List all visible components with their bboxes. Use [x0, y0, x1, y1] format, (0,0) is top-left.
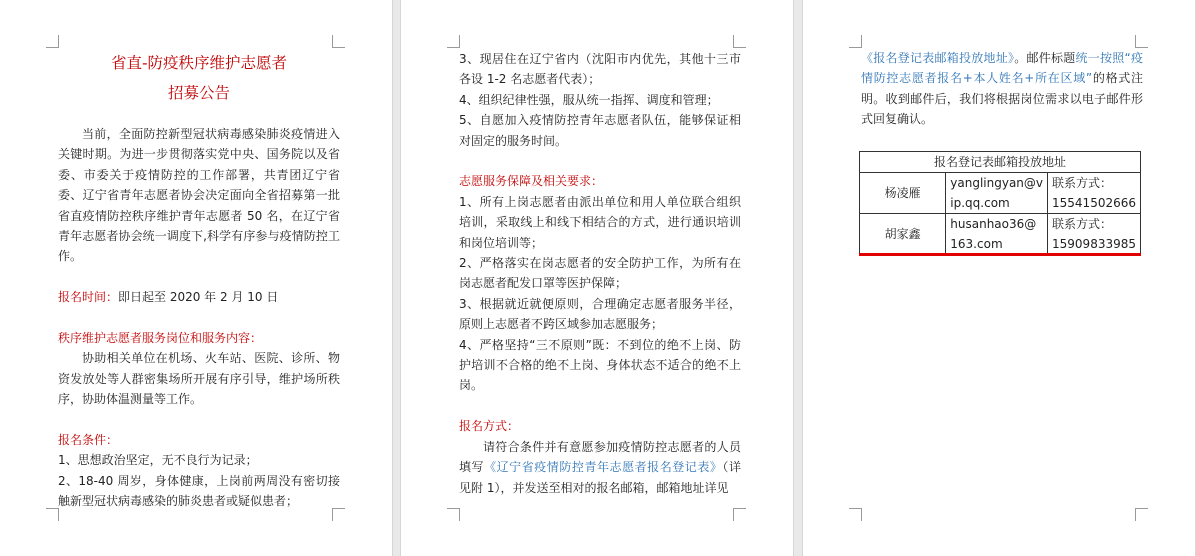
condition-item: 1、思想政治坚定，无不良行为记录； [58, 453, 258, 468]
page-corner-mark [733, 35, 746, 48]
table-title: 报名登记表邮箱投放地址 [860, 152, 1141, 173]
time-value: 即日起至 2020 年 2 月 10 日 [118, 290, 279, 305]
page-title-line1: 省直-防疫秩序维护志愿者 [110, 54, 288, 72]
intro-paragraph: 当前，全面防控新型冠状病毒感染肺炎疫情进入关键时期。为进一步贯彻落实党中央、国务院以及省委、市委关于疫情防控的工作部署，共青团辽宁省委、辽宁省青年志愿者协会决定面向全省招募第一批省直疫情防控秩序维护青年志愿者 50 名，在辽宁省青年志愿者协会统一调度下,科学有序参与疫情防控工作。 [58, 127, 340, 264]
page-title-line2: 招募公告 [167, 84, 230, 102]
registration-form-link[interactable]: 《辽宁省疫情防控青年志愿者报名登记表》 [484, 460, 723, 475]
method-heading: 报名方式： [459, 419, 520, 434]
page-corner-mark [447, 508, 460, 521]
conditions-heading: 报名条件： [58, 433, 119, 448]
page-corner-mark [849, 35, 862, 48]
registration-time [58, 287, 340, 307]
page-corner-mark [849, 508, 862, 521]
mailbox-table [859, 151, 1141, 255]
contact-email[interactable]: yanglingyan@v ip.qq.com [946, 173, 1048, 214]
requirement-item: 1、所有上岗志愿者由派出单位和用人单位联合组织培训，采取线上和线下相结合的方式，进行通识培训和岗位培训等； [459, 194, 741, 250]
document-page-2 [401, 0, 793, 556]
page-corner-mark [447, 35, 460, 48]
service-paragraph: 协助相关单位在机场、火车站、医院、诊所、物资发放处等人群密集场所开展有序引导，维护场所秩序，协助体温测量等工作。 [58, 351, 340, 407]
page-corner-mark [332, 35, 345, 48]
email-instruction-paragraph [861, 48, 1143, 130]
contact-name: 胡家鑫 [860, 214, 946, 255]
condition-item: 4、组织纪律性强，服从统一指挥、调度和管理； [459, 92, 719, 107]
method-text: （详见附 1），并发送至相对的报名邮箱，邮箱地址详见 [459, 460, 741, 495]
condition-item: 2、18-40 周岁，身体健康，上岗前两周没有密切接触新型冠状病毒感染的肺炎患者或疑似患者； [58, 473, 340, 509]
condition-item: 3、现居住在辽宁省内（沈阳市内优先，其他十三市各设 1-2 名志愿者代表）； [459, 52, 741, 87]
document-page-1 [0, 0, 392, 556]
contact-phone: 联系方式： 15909833985 [1048, 214, 1141, 255]
page-corner-mark [1135, 508, 1148, 521]
email-title-format: 统一按照“疫情防控志愿者报名+本人姓名+所在区域” [861, 51, 1143, 86]
document-page-3 [803, 0, 1195, 556]
contact-name: 杨凌雁 [860, 173, 946, 214]
condition-item: 5、自愿加入疫情防控青年志愿者队伍，能够保证相对固定的服务时间。 [459, 113, 741, 148]
table-row [860, 214, 1141, 255]
instruction-text: 。邮件标题 [1014, 51, 1076, 65]
page-corner-mark [1135, 35, 1148, 48]
contact-phone: 联系方式： 15541502666 [1048, 173, 1141, 214]
page-corner-mark [46, 35, 59, 48]
method-paragraph [459, 437, 741, 498]
page-corner-mark [733, 508, 746, 521]
table-red-underline [859, 253, 1141, 256]
service-heading: 秩序维护志愿者服务岗位和服务内容： [58, 331, 263, 346]
time-label: 报名时间： [58, 290, 119, 305]
instruction-text: 的格式注明。收到邮件后，我们将根据岗位需求以电子邮件形式回复确认。 [861, 71, 1143, 127]
requirement-item: 2、严格落实在岗志愿者的安全防护工作，为所有在岗志愿者配发口罩等医护保障； [459, 256, 741, 291]
table-row [860, 173, 1141, 214]
contact-email[interactable]: husanhao36@ 163.com [946, 214, 1048, 255]
method-text: 请符合条件并有意愿参加疫情防控志愿者的人员填写 [459, 439, 741, 475]
guarantee-heading: 志愿服务保障及相关要求： [459, 174, 604, 189]
requirement-item: 4、严格坚持“三不原则”既：不到位的绝不上岗、防护培训不合格的绝不上岗、身体状态不适合的绝不上岗。 [459, 337, 741, 393]
requirement-item: 3、根据就近就便原则，合理确定志愿者服务半径，原则上志愿者不跨区域参加志愿服务； [459, 296, 741, 332]
mailbox-address-link[interactable]: 《报名登记表邮箱投放地址》 [861, 51, 1015, 65]
